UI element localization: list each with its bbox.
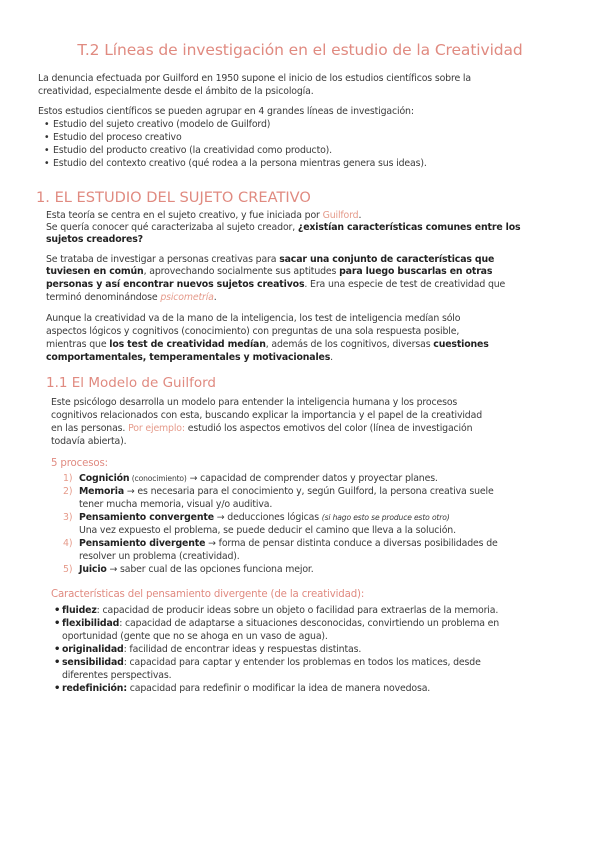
paragraph-line: mientras que los test de creatividad medían, además de los cognitivos, diversas cuestiones [46, 339, 489, 350]
list-item: • redefinición: capacidad para redefinir o modificar la idea de manera novedosa. [54, 683, 431, 694]
page-title: T.2 Líneas de investigación en el estudio de la Creatividad [77, 41, 523, 59]
paragraph-line: Este psicólogo desarrolla un modelo para entender la inteligencia humana y los procesos [51, 397, 458, 408]
list-item: • originalidad: facilidad de encontrar ideas y respuestas distintas. [54, 644, 362, 655]
paragraph-line: Se quería conocer qué caracterizaba al sujeto creador, ¿existían características comunes entre los [46, 222, 521, 233]
intro-paragraph-line: La denuncia efectuada por Guilford en 1950 supone el inicio de los estudios científicos sobre la [38, 73, 471, 84]
characteristics-heading: Características del pensamiento divergente (de la creatividad): [51, 589, 365, 600]
paragraph-line: comportamentales, temperamentales y motivacionales. [46, 352, 334, 363]
paragraph-line: sujetos creadores? [46, 234, 143, 245]
paragraph-line: Aunque la creatividad va de la mano de la inteligencia, los test de inteligencia medían sólo [46, 313, 461, 324]
list-item-continuation: diferentes perspectivas. [62, 670, 172, 681]
example-label: Por ejemplo: [128, 423, 185, 434]
intro-paragraph-line: creatividad, especialmente desde el ámbito de la psicología. [38, 86, 314, 97]
list-item-continuation: tener mucha memoria, visual y/o auditiva. [79, 499, 273, 510]
section-heading: 1. EL ESTUDIO DEL SUJETO CREATIVO [36, 189, 311, 206]
list-item: • Estudio del producto creativo (la creatividad como producto). [44, 145, 333, 156]
list-item: • Estudio del sujeto creativo (modelo de Guilford) [44, 119, 271, 130]
paragraph-line: tuviesen en común, aprovechando socialmente sus aptitudes para luego buscarlas en otras [46, 266, 493, 277]
list-item: • Estudio del contexto creativo (qué rodea a la persona mientras genera sus ideas). [44, 158, 427, 169]
paragraph-line: cognitivos relacionados con esta, buscando explicar la importancia y el papel de la creatividad [51, 410, 482, 421]
list-item: 2) Memoria → es necesaria para el conocimiento y, según Guilford, la persona creativa suele [63, 486, 494, 497]
paragraph-line: terminó denominándose psicometría. [46, 292, 217, 303]
list-item: • Estudio del proceso creativo [44, 132, 182, 143]
paragraph-line: todavía abierta). [51, 436, 127, 447]
list-item: 5) Juicio → saber cual de las opciones funciona mejor. [63, 564, 314, 575]
list-item: • sensibilidad: capacidad para captar y entender los problemas en todos los matices, desde [54, 657, 481, 668]
list-item: 1) Cognición (conocimiento) → capacidad de comprender datos y proyectar planes. [63, 473, 438, 484]
author-name: Guilford [322, 210, 359, 221]
subsection-heading: 1.1 El Modelo de Guilford [46, 375, 216, 391]
paragraph-line: Se trataba de investigar a personas creativas para sacar una conjunto de características que [46, 254, 495, 265]
list-item-continuation: Una vez expuesto el problema, se puede deducir el camino que lleva a la solución. [79, 525, 456, 536]
paragraph-line: Esta teoría se centra en el sujeto creativo, y fue iniciada por Guilford. [46, 210, 362, 221]
list-item: 3) Pensamiento convergente → deducciones lógicas (si hago esto se produce esto otro) [63, 512, 450, 523]
paragraph-line: personas y así encontrar nuevos sujetos creativos. Era una especie de test de creatividad que [46, 279, 506, 290]
list-item-continuation: oportunidad (gente que no se ahoga en un vaso de agua). [62, 631, 328, 642]
list-item: • fluidez: capacidad de producir ideas sobre un objeto o facilidad para extraerlas de la memoria. [54, 605, 499, 616]
list-item-continuation: resolver un problema (creatividad). [79, 551, 240, 562]
list-item: 4) Pensamiento divergente → forma de pensar distinta conduce a diversas posibilidades de [63, 538, 498, 549]
list-item: • flexibilidad: capacidad de adaptarse a situaciones desconocidas, convirtiendo un problema en [54, 618, 500, 629]
intro-paragraph-line: Estos estudios científicos se pueden agrupar en 4 grandes líneas de investigación: [38, 106, 414, 117]
highlighted-term: psicometría [160, 292, 214, 303]
procesos-label: 5 procesos: [51, 458, 108, 469]
paragraph-line: aspectos lógicos y cognitivos (conocimiento) con preguntas de una sola respuesta posible, [46, 326, 460, 337]
paragraph-line: en las personas. Por ejemplo: estudió los aspectos emotivos del color (línea de investigación [51, 423, 473, 434]
